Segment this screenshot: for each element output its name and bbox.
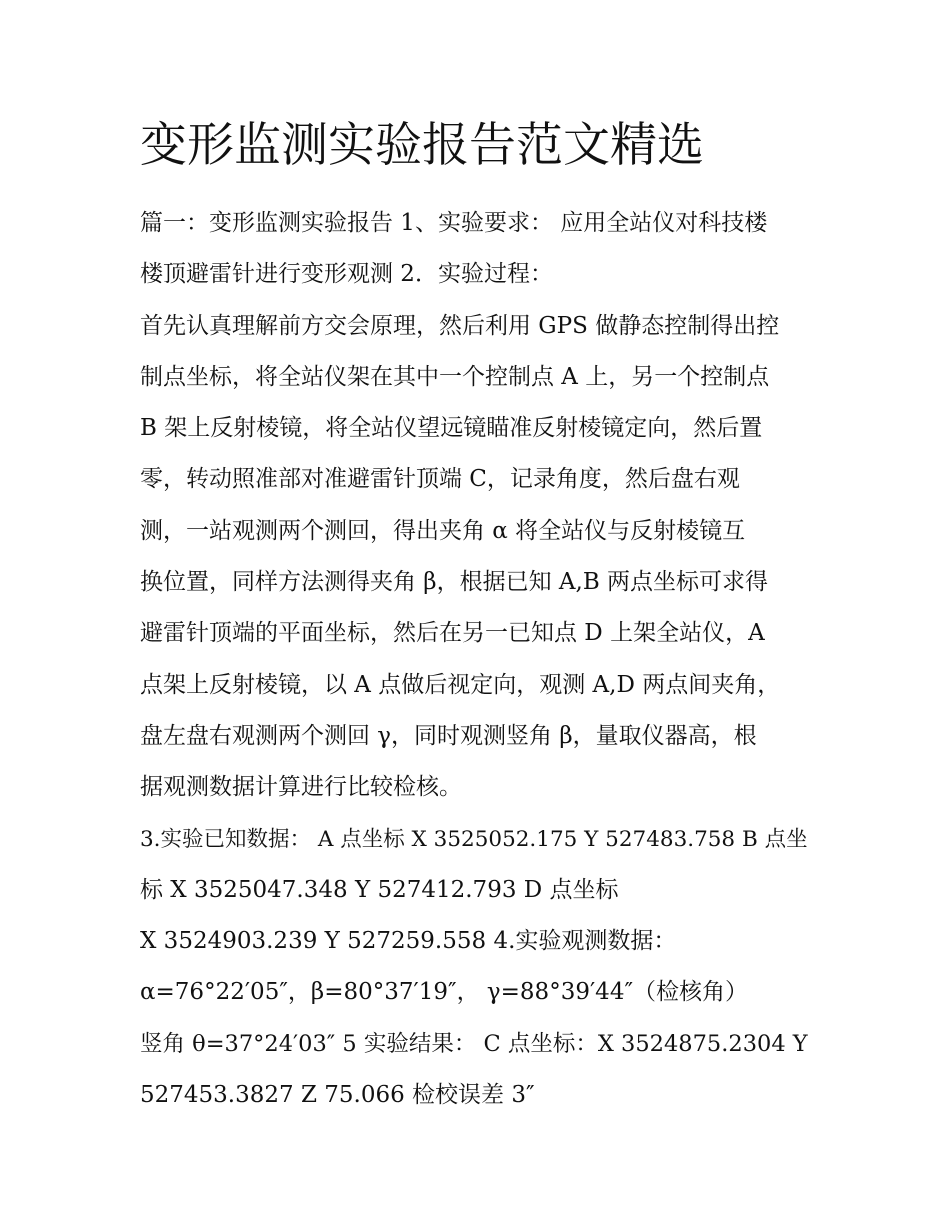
body-line: 测，一站观测两个测回，得出夹角 α 将全站仪与反射棱镜互 bbox=[140, 517, 746, 544]
document-title: 变形监测实验报告范文精选 bbox=[140, 118, 704, 173]
body-line: X 3524903.239 Y 527259.558 4.实验观测数据： bbox=[140, 928, 677, 955]
body-line: B 架上反射棱镜，将全站仪望远镜瞄准反射棱镜定向，然后置 bbox=[140, 415, 763, 442]
body-line: 楼顶避雷针进行变形观测 2．实验过程： bbox=[140, 261, 553, 288]
body-line: 盘左盘右观测两个测回 γ，同时观测竖角 β，量取仪器高，根 bbox=[140, 722, 757, 749]
body-line: 避雷针顶端的平面坐标，然后在另一已知点 D 上架全站仪，A bbox=[140, 620, 765, 647]
body-line: 零，转动照准部对准避雷针顶端 C，记录角度，然后盘右观 bbox=[140, 466, 740, 493]
body-line: 换位置，同样方法测得夹角 β，根据已知 A,B 两点坐标可求得 bbox=[140, 569, 769, 596]
body-line: 据观测数据计算进行比较检核。 bbox=[140, 774, 462, 801]
body-line: 527453.3827 Z 75.066 检校误差 3″ bbox=[140, 1082, 535, 1109]
document-body bbox=[140, 198, 820, 1121]
body-line: 首先认真理解前方交会原理，然后利用 GPS 做静态控制得出控 bbox=[140, 312, 780, 339]
body-line: 点架上反射棱镜，以 A 点做后视定向，观测 A,D 两点间夹角， bbox=[140, 671, 781, 698]
body-line: 制点坐标，将全站仪架在其中一个控制点 A 上，另一个控制点 bbox=[140, 363, 770, 390]
body-line: α=76°22′05″，β=80°37′19″， γ=88°39′44″（检核角） bbox=[140, 979, 749, 1006]
body-line: 竖角 θ=37°24′03″ 5 实验结果： C 点坐标：X 3524875.2304 Y bbox=[140, 1030, 808, 1057]
body-line: 标 X 3525047.348 Y 527412.793 D 点坐标 bbox=[140, 876, 619, 903]
body-line: 3.实验已知数据： A 点坐标 X 3525052.175 Y 527483.758 B 点坐 bbox=[140, 826, 808, 852]
body-line: 篇一：变形监测实验报告 1、实验要求： 应用全站仪对科技楼 bbox=[140, 210, 768, 236]
